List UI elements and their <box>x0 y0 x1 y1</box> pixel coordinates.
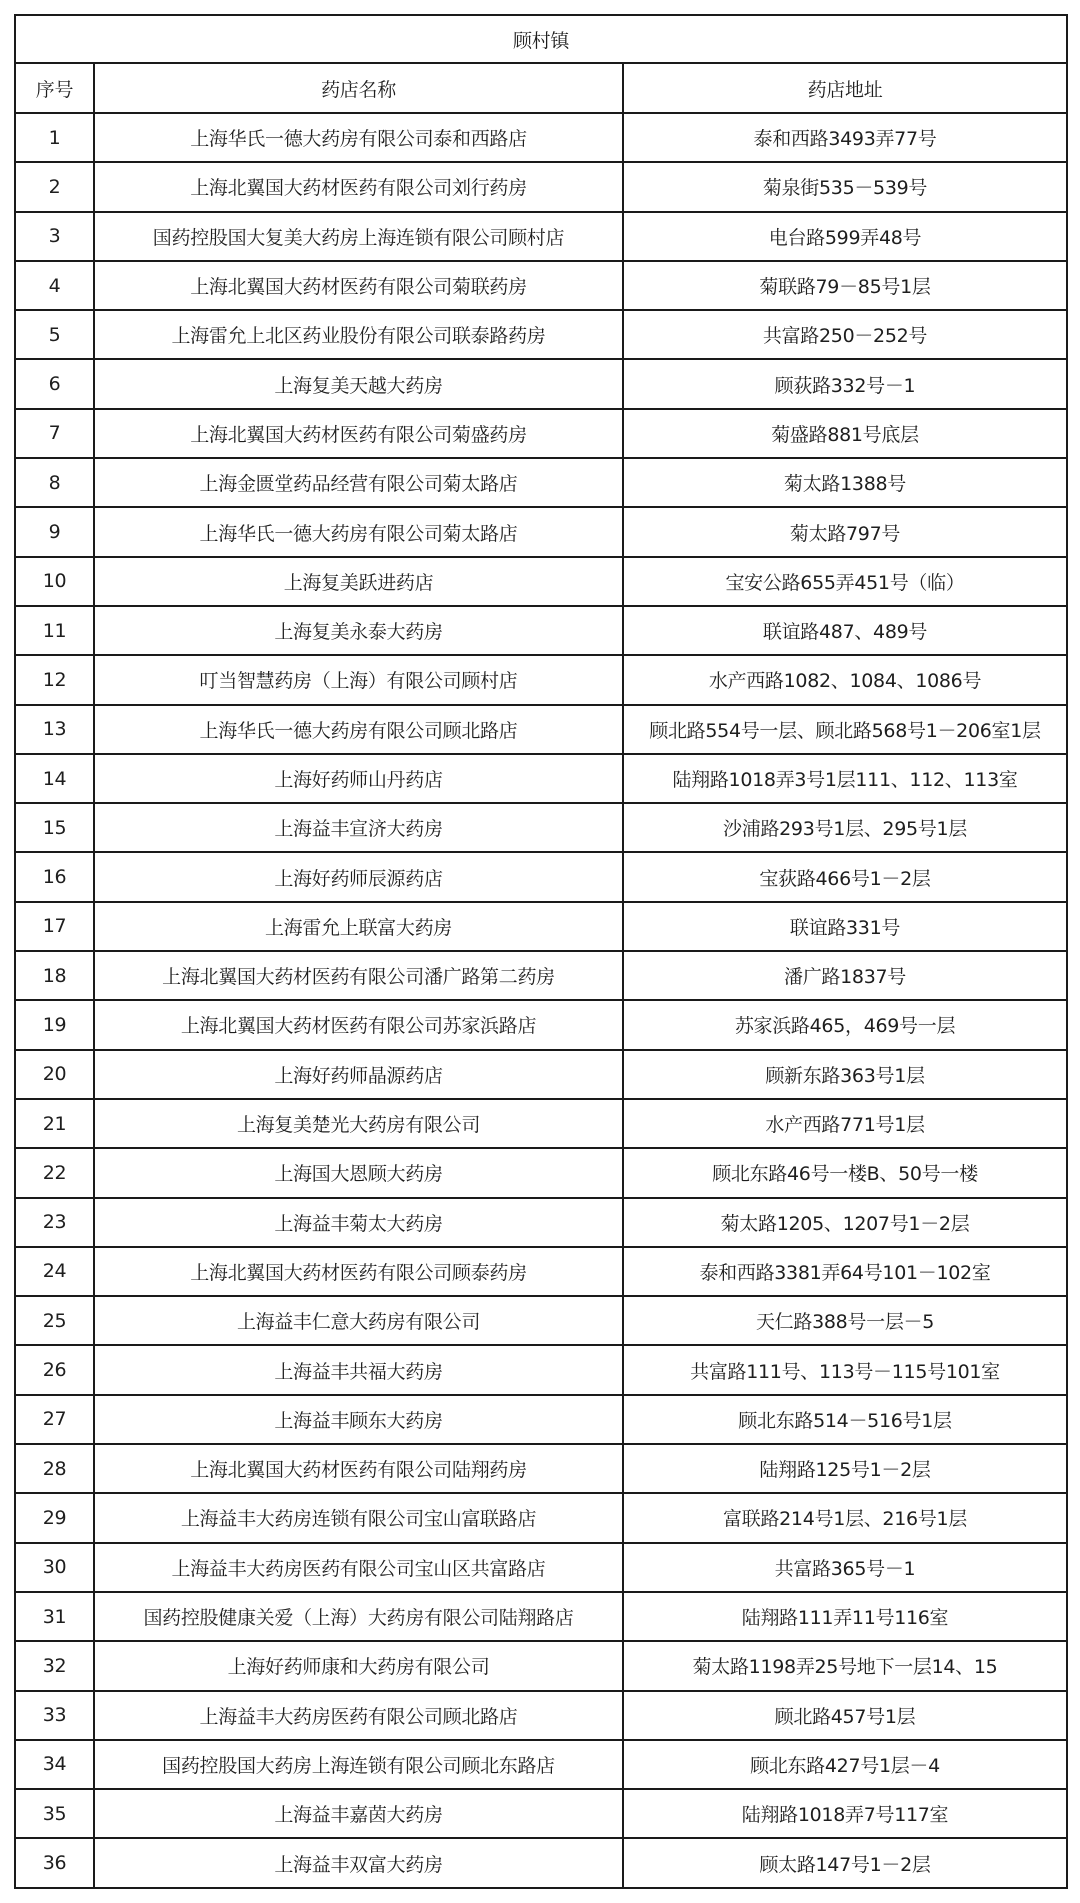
pharmacy-address-cell: 顾太路147号1－2层 <box>623 1838 1067 1887</box>
table-row <box>15 359 1067 408</box>
table-row <box>15 1691 1067 1740</box>
pharmacy-address-cell: 顾新东路363号1层 <box>623 1050 1067 1099</box>
pharmacy-name-cell: 上海北翼国大药材医药有限公司顾泰药房 <box>94 1247 623 1296</box>
pharmacy-name-cell: 上海华氏一德大药房有限公司菊太路店 <box>94 507 623 556</box>
row-index-cell: 6 <box>15 359 94 408</box>
row-index-cell: 20 <box>15 1050 94 1099</box>
pharmacy-name-cell: 国药控股国大药房上海连锁有限公司顾北东路店 <box>94 1740 623 1789</box>
row-index-cell: 27 <box>15 1395 94 1444</box>
pharmacy-name-cell: 上海复美楚光大药房有限公司 <box>94 1099 623 1148</box>
table-row <box>15 113 1067 162</box>
table-row <box>15 212 1067 261</box>
table-row <box>15 1838 1067 1887</box>
pharmacy-address-cell: 沙浦路293号1层、295号1层 <box>623 803 1067 852</box>
pharmacy-address-cell: 顾北东路514－516号1层 <box>623 1395 1067 1444</box>
pharmacy-address-cell: 菊太路1388号 <box>623 458 1067 507</box>
table-row <box>15 1789 1067 1838</box>
pharmacy-address-cell: 菊泉街535－539号 <box>623 162 1067 211</box>
row-index-cell: 4 <box>15 261 94 310</box>
table-row <box>15 902 1067 951</box>
pharmacy-name-cell: 上海益丰宣济大药房 <box>94 803 623 852</box>
pharmacy-address-cell: 菊太路1198弄25号地下一层14、15 <box>623 1641 1067 1690</box>
pharmacy-address-cell: 菊太路797号 <box>623 507 1067 556</box>
row-index-cell: 5 <box>15 310 94 359</box>
pharmacy-address-cell: 陆翔路125号1－2层 <box>623 1444 1067 1493</box>
pharmacy-name-cell: 上海北翼国大药材医药有限公司潘广路第二药房 <box>94 951 623 1000</box>
table-title-row <box>15 15 1067 63</box>
table-row <box>15 754 1067 803</box>
pharmacy-address-cell: 富联路214号1层、216号1层 <box>623 1493 1067 1542</box>
pharmacy-address-cell: 联谊路487、489号 <box>623 606 1067 655</box>
table-row <box>15 1296 1067 1345</box>
column-header-address: 药店地址 <box>623 63 1067 113</box>
table-body <box>15 113 1067 1888</box>
row-index-cell: 14 <box>15 754 94 803</box>
pharmacy-name-cell: 国药控股健康关爱（上海）大药房有限公司陆翔路店 <box>94 1592 623 1641</box>
row-index-cell: 35 <box>15 1789 94 1838</box>
row-index-cell: 23 <box>15 1198 94 1247</box>
table-row <box>15 261 1067 310</box>
pharmacy-name-cell: 上海好药师康和大药房有限公司 <box>94 1641 623 1690</box>
row-index-cell: 8 <box>15 458 94 507</box>
table-row <box>15 1493 1067 1542</box>
table-row <box>15 1247 1067 1296</box>
pharmacy-name-cell: 上海雷允上北区药业股份有限公司联泰路药房 <box>94 310 623 359</box>
pharmacy-name-cell: 上海华氏一德大药房有限公司顾北路店 <box>94 705 623 754</box>
row-index-cell: 9 <box>15 507 94 556</box>
pharmacy-address-cell: 联谊路331号 <box>623 902 1067 951</box>
pharmacy-name-cell: 上海益丰大药房连锁有限公司宝山富联路店 <box>94 1493 623 1542</box>
pharmacy-name-cell: 上海华氏一德大药房有限公司泰和西路店 <box>94 113 623 162</box>
pharmacy-table <box>14 14 1068 1889</box>
table-row <box>15 162 1067 211</box>
row-index-cell: 36 <box>15 1838 94 1887</box>
row-index-cell: 19 <box>15 1000 94 1049</box>
pharmacy-address-cell: 泰和西路3493弄77号 <box>623 113 1067 162</box>
pharmacy-address-cell: 顾北东路427号1层－4 <box>623 1740 1067 1789</box>
column-header-name: 药店名称 <box>94 63 623 113</box>
pharmacy-address-cell: 菊太路1205、1207号1－2层 <box>623 1198 1067 1247</box>
table-row <box>15 1641 1067 1690</box>
pharmacy-address-cell: 共富路365号－1 <box>623 1543 1067 1592</box>
pharmacy-name-cell: 叮当智慧药房（上海）有限公司顾村店 <box>94 655 623 704</box>
row-index-cell: 2 <box>15 162 94 211</box>
pharmacy-name-cell: 上海复美永泰大药房 <box>94 606 623 655</box>
table-row <box>15 1395 1067 1444</box>
pharmacy-name-cell: 上海好药师辰源药店 <box>94 852 623 901</box>
column-header-index: 序号 <box>15 63 94 113</box>
row-index-cell: 11 <box>15 606 94 655</box>
pharmacy-name-cell: 上海国大恩顾大药房 <box>94 1148 623 1197</box>
pharmacy-name-cell: 上海好药师山丹药店 <box>94 754 623 803</box>
pharmacy-address-cell: 顾北路554号一层、顾北路568号1－206室1层 <box>623 705 1067 754</box>
table-row <box>15 951 1067 1000</box>
table-row <box>15 1345 1067 1394</box>
table-row <box>15 1592 1067 1641</box>
row-index-cell: 26 <box>15 1345 94 1394</box>
table-row <box>15 1444 1067 1493</box>
pharmacy-name-cell: 上海北翼国大药材医药有限公司苏家浜路店 <box>94 1000 623 1049</box>
table-row <box>15 557 1067 606</box>
pharmacy-name-cell: 上海益丰仁意大药房有限公司 <box>94 1296 623 1345</box>
row-index-cell: 31 <box>15 1592 94 1641</box>
pharmacy-address-cell: 菊联路79－85号1层 <box>623 261 1067 310</box>
table-row <box>15 1740 1067 1789</box>
table-row <box>15 655 1067 704</box>
pharmacy-name-cell: 上海北翼国大药材医药有限公司菊联药房 <box>94 261 623 310</box>
table-row <box>15 606 1067 655</box>
table-row <box>15 1148 1067 1197</box>
pharmacy-address-cell: 宝安公路655弄451号（临） <box>623 557 1067 606</box>
row-index-cell: 29 <box>15 1493 94 1542</box>
table-row <box>15 1543 1067 1592</box>
pharmacy-address-cell: 宝荻路466号1－2层 <box>623 852 1067 901</box>
pharmacy-name-cell: 上海益丰大药房医药有限公司宝山区共富路店 <box>94 1543 623 1592</box>
table-row <box>15 1198 1067 1247</box>
row-index-cell: 17 <box>15 902 94 951</box>
row-index-cell: 3 <box>15 212 94 261</box>
pharmacy-address-cell: 泰和西路3381弄64号101－102室 <box>623 1247 1067 1296</box>
pharmacy-address-cell: 陆翔路1018弄3号1层111、112、113室 <box>623 754 1067 803</box>
pharmacy-address-cell: 顾北路457号1层 <box>623 1691 1067 1740</box>
pharmacy-name-cell: 上海益丰双富大药房 <box>94 1838 623 1887</box>
row-index-cell: 15 <box>15 803 94 852</box>
pharmacy-name-cell: 上海益丰顾东大药房 <box>94 1395 623 1444</box>
pharmacy-name-cell: 上海金匮堂药品经营有限公司菊太路店 <box>94 458 623 507</box>
pharmacy-name-cell: 上海复美天越大药房 <box>94 359 623 408</box>
pharmacy-name-cell: 上海复美跃进药店 <box>94 557 623 606</box>
pharmacy-name-cell: 上海北翼国大药材医药有限公司刘行药房 <box>94 162 623 211</box>
pharmacy-name-cell: 上海益丰菊太大药房 <box>94 1198 623 1247</box>
pharmacy-address-cell: 共富路250－252号 <box>623 310 1067 359</box>
table-row <box>15 1099 1067 1148</box>
table-row <box>15 803 1067 852</box>
table-row <box>15 1000 1067 1049</box>
pharmacy-name-cell: 国药控股国大复美大药房上海连锁有限公司顾村店 <box>94 212 623 261</box>
pharmacy-address-cell: 陆翔路111弄11号116室 <box>623 1592 1067 1641</box>
pharmacy-address-cell: 菊盛路881号底层 <box>623 409 1067 458</box>
row-index-cell: 33 <box>15 1691 94 1740</box>
pharmacy-list-sheet <box>14 14 1066 1889</box>
table-title: 顾村镇 <box>15 15 1067 63</box>
row-index-cell: 30 <box>15 1543 94 1592</box>
row-index-cell: 24 <box>15 1247 94 1296</box>
pharmacy-address-cell: 顾荻路332号－1 <box>623 359 1067 408</box>
pharmacy-address-cell: 共富路111号、113号－115号101室 <box>623 1345 1067 1394</box>
pharmacy-name-cell: 上海北翼国大药材医药有限公司菊盛药房 <box>94 409 623 458</box>
pharmacy-address-cell: 电台路599弄48号 <box>623 212 1067 261</box>
table-row <box>15 852 1067 901</box>
table-row <box>15 705 1067 754</box>
row-index-cell: 7 <box>15 409 94 458</box>
row-index-cell: 34 <box>15 1740 94 1789</box>
pharmacy-address-cell: 陆翔路1018弄7号117室 <box>623 1789 1067 1838</box>
row-index-cell: 16 <box>15 852 94 901</box>
pharmacy-address-cell: 天仁路388号一层－5 <box>623 1296 1067 1345</box>
table-row <box>15 458 1067 507</box>
pharmacy-name-cell: 上海益丰大药房医药有限公司顾北路店 <box>94 1691 623 1740</box>
table-row <box>15 409 1067 458</box>
pharmacy-address-cell: 顾北东路46号一楼B、50号一楼 <box>623 1148 1067 1197</box>
pharmacy-name-cell: 上海雷允上联富大药房 <box>94 902 623 951</box>
row-index-cell: 32 <box>15 1641 94 1690</box>
pharmacy-name-cell: 上海益丰嘉茵大药房 <box>94 1789 623 1838</box>
table-row <box>15 507 1067 556</box>
pharmacy-address-cell: 水产西路1082、1084、1086号 <box>623 655 1067 704</box>
pharmacy-name-cell: 上海北翼国大药材医药有限公司陆翔药房 <box>94 1444 623 1493</box>
row-index-cell: 10 <box>15 557 94 606</box>
pharmacy-name-cell: 上海益丰共福大药房 <box>94 1345 623 1394</box>
column-header-row <box>15 63 1067 113</box>
pharmacy-address-cell: 潘广路1837号 <box>623 951 1067 1000</box>
table-row <box>15 1050 1067 1099</box>
pharmacy-address-cell: 苏家浜路465，469号一层 <box>623 1000 1067 1049</box>
pharmacy-address-cell: 水产西路771号1层 <box>623 1099 1067 1148</box>
row-index-cell: 13 <box>15 705 94 754</box>
row-index-cell: 22 <box>15 1148 94 1197</box>
row-index-cell: 25 <box>15 1296 94 1345</box>
table-row <box>15 310 1067 359</box>
row-index-cell: 12 <box>15 655 94 704</box>
row-index-cell: 18 <box>15 951 94 1000</box>
row-index-cell: 28 <box>15 1444 94 1493</box>
pharmacy-name-cell: 上海好药师晶源药店 <box>94 1050 623 1099</box>
row-index-cell: 1 <box>15 113 94 162</box>
row-index-cell: 21 <box>15 1099 94 1148</box>
